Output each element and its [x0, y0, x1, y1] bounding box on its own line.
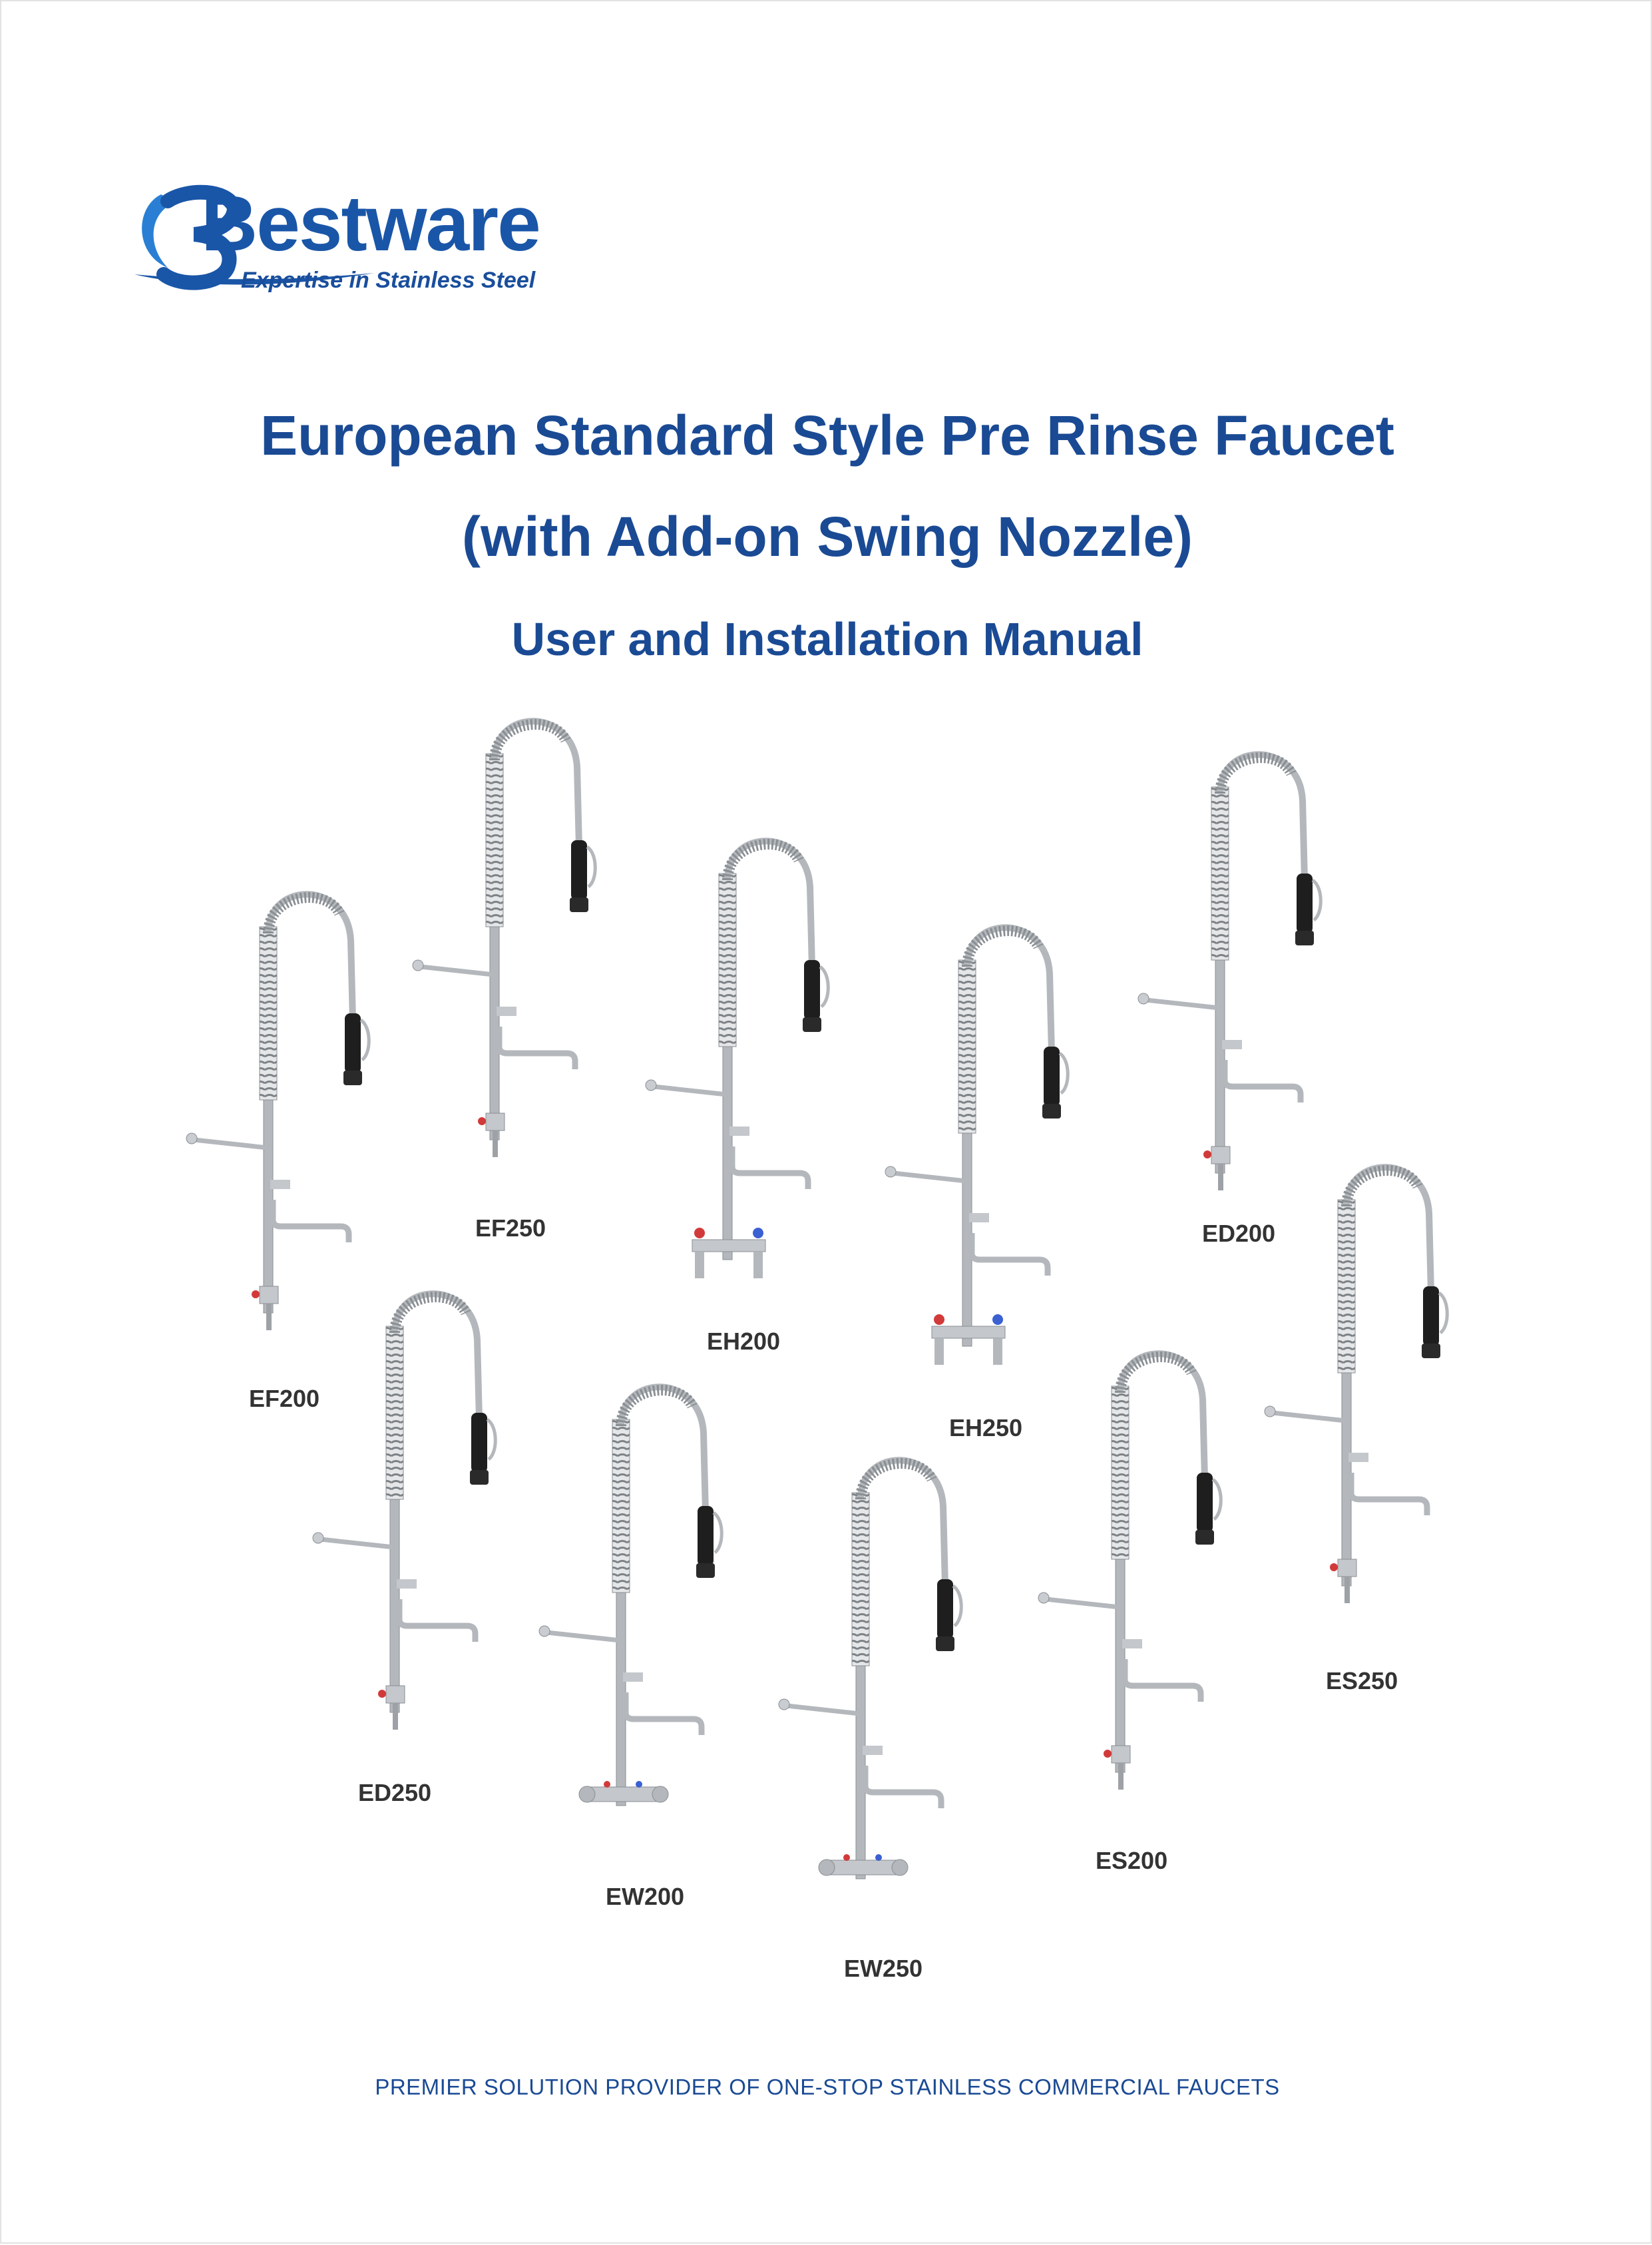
- faucet-es200-image: [1033, 1346, 1246, 1826]
- faucet-es250-image: [1259, 1160, 1472, 1639]
- faucet-eh200-image: [640, 834, 853, 1313]
- faucet-ed250-image: [308, 1286, 520, 1766]
- model-label-ew200: EW200: [606, 1883, 685, 1910]
- faucet-ed200-image: [1133, 747, 1346, 1226]
- document-title-line1: European Standard Style Pre Rinse Faucet: [260, 404, 1394, 467]
- model-label-eh250: EH250: [949, 1414, 1023, 1441]
- faucet-ew200-image: [534, 1379, 747, 1859]
- faucet-ew250-image: [773, 1453, 986, 1932]
- model-label-ed200: ED200: [1202, 1220, 1276, 1247]
- model-label-es250: ES250: [1326, 1667, 1398, 1694]
- model-label-ef200: EF200: [249, 1385, 320, 1412]
- logo-wordmark: Bestware: [201, 180, 540, 268]
- model-label-ed250: ED250: [358, 1779, 432, 1806]
- product-gallery: [1, 1, 1652, 2245]
- document-subtitle: User and Installation Manual: [511, 613, 1143, 665]
- faucet-ef250-image: [407, 714, 620, 1193]
- document-title-line2: (with Add-on Swing Nozzle): [461, 505, 1193, 568]
- logo-tagline: Expertise in Stainless Steel: [241, 268, 536, 293]
- model-label-eh200: EH200: [707, 1328, 781, 1355]
- footer-slogan: PREMIER SOLUTION PROVIDER OF ONE-STOP STAINLESS COMMERCIAL FAUCETS: [375, 2075, 1280, 2099]
- model-label-ew250: EW250: [844, 1955, 923, 1982]
- faucet-eh250-image: [880, 920, 1093, 1399]
- model-label-es200: ES200: [1096, 1847, 1168, 1874]
- model-label-ef250: EF250: [475, 1214, 546, 1242]
